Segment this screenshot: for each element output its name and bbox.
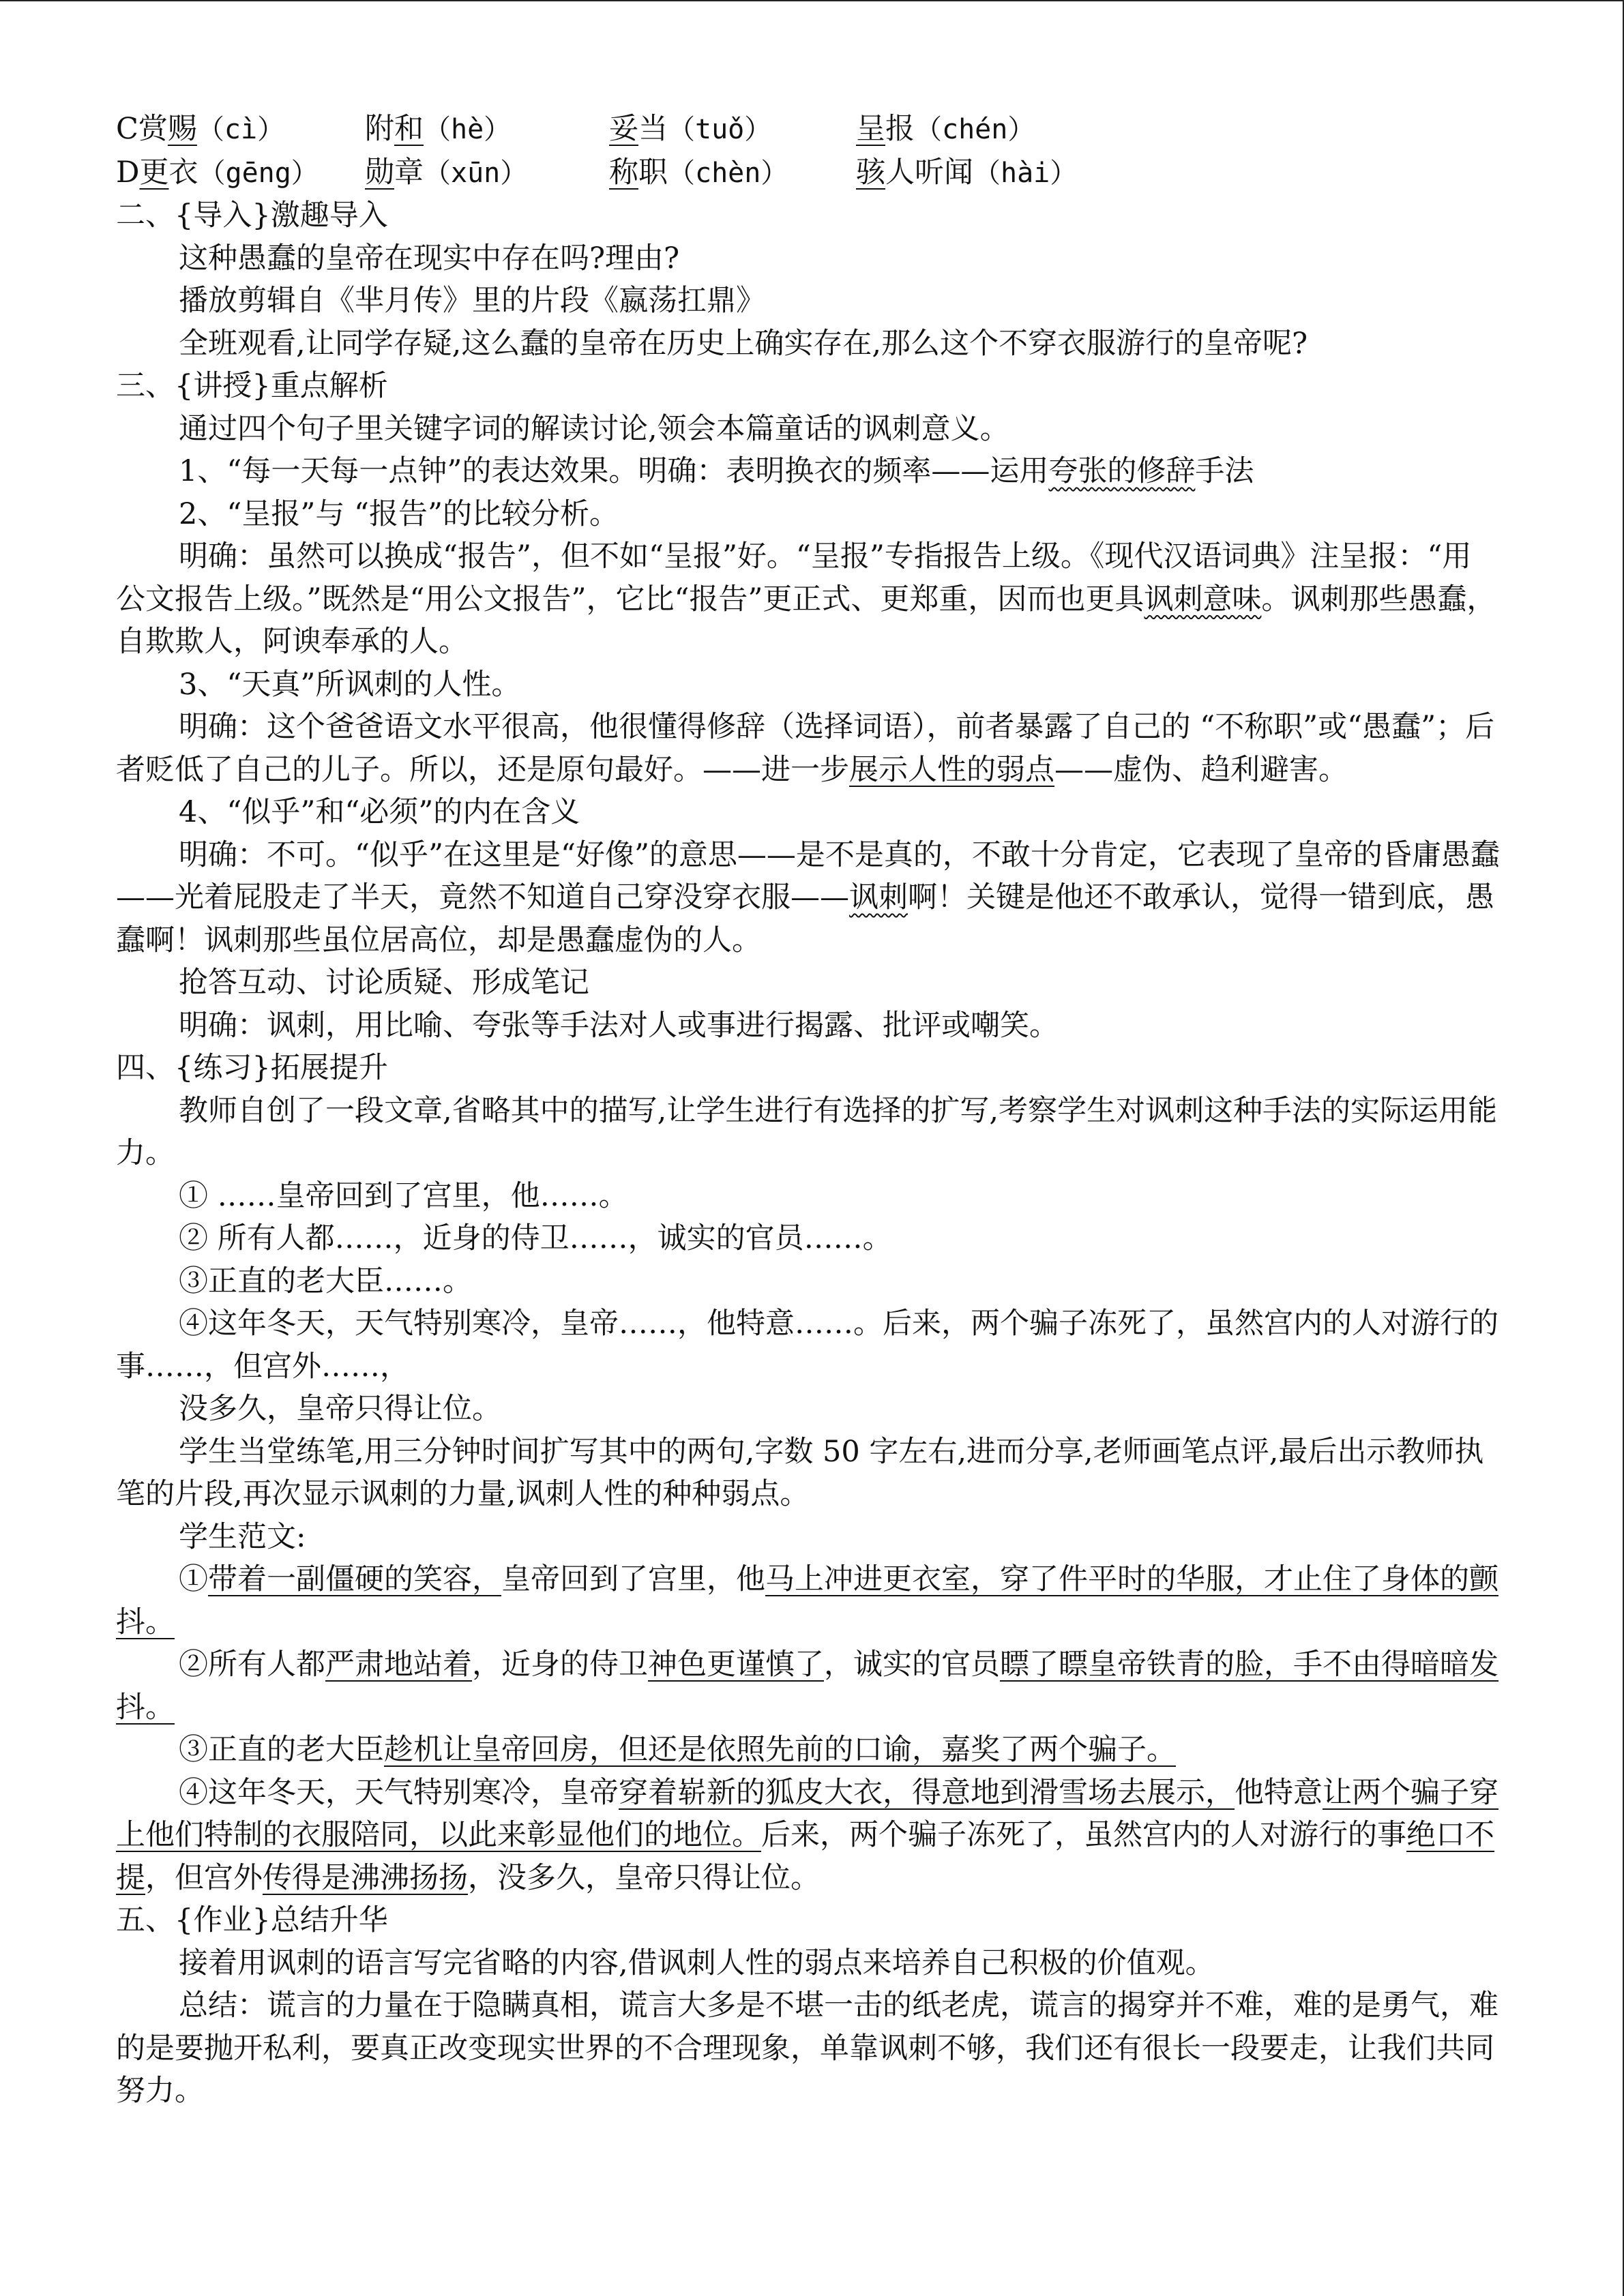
sample-2: ②所有人都严肃地站着，近身的侍卫神色更谨慎了，诚实的官员瞟了瞟皇帝铁青的脸，手不由得暗暗发抖。 (116, 1648, 1498, 1725)
paragraph: 抢答互动、讨论质疑、形成笔记 (179, 966, 589, 1000)
option-c-1: C赏赐（cì） (116, 112, 285, 146)
paragraph: 这种愚蠢的皇帝在现实中存在吗?理由? (179, 241, 680, 275)
section-2-heading: 二、{导入}激趣导入 (116, 198, 388, 233)
paragraph: 通过四个句子里关键字词的解读讨论,领会本篇童话的讽刺意义。 (179, 411, 1009, 446)
option-c-3: 妥当（tuǒ） (609, 112, 772, 146)
option-d-4: 骇人听闻（hài） (856, 155, 1078, 190)
point-4-answer: 明确：不可。“似乎”在这里是“好像”的意思——是不是真的，不敢十分肯定，它表现了皇帝的昏庸愚蠢——光着屁股走了半天，竟然不知道自己穿没穿衣服——讽刺啊！关键是他还不敢承认，觉得一错到底，愚蠢啊！讽刺那些虽位居高位，却是愚蠢虚伪的人。 (116, 837, 1500, 957)
section-4-heading: 四、{练习}拓展提升 (116, 1051, 388, 1085)
option-row-c (116, 108, 1501, 151)
exercise-item: ④这年冬天，天气特别寒冷，皇帝……，他特意……。后来，两个骗子冻死了，虽然宫内的人对游行的事……，但宫外……， (116, 1307, 1498, 1384)
sample-label: 学生范文: (179, 1519, 306, 1554)
sample-4: ④这年冬天，天气特别寒冷，皇帝穿着崭新的狐皮大衣，得意地到滑雪场去展示，他特意让两个骗子穿上他们特制的衣服陪同，以此来彰显他们的地位。后来，两个骗子冻死了，虽然宫内的人对游行的事绝口不提，但宫外传得是沸沸扬扬，没多久，皇帝只得让位。 (116, 1775, 1498, 1895)
exercise-item: ① ……皇帝回到了宫里，他……。 (179, 1178, 628, 1213)
option-c-2: 附和（hè） (365, 112, 512, 146)
exercise-item: ② 所有人都……，近身的侍卫……，诚实的官员……。 (179, 1221, 892, 1255)
exercise-item: ③正直的老大臣……。 (179, 1264, 472, 1298)
option-d-1: D更衣（gēng） (116, 155, 319, 190)
section-5-heading: 五、{作业}总结升华 (116, 1903, 388, 1937)
paragraph: 学生当堂练笔,用三分钟时间扩写其中的两句,字数 50 字左右,进而分享,老师画笔点评,最后出示教师执笔的片段,再次显示讽刺的力量,讽刺人性的种种弱点。 (116, 1434, 1484, 1511)
paragraph: 全班观看,让同学存疑,这么蠢的皇帝在历史上确实存在,那么这个不穿衣服游行的皇帝呢? (179, 326, 1308, 361)
section-3-heading: 三、{讲授}重点解析 (116, 369, 388, 403)
lesson-plan-page (116, 108, 1501, 2113)
option-d-3: 称职（chèn） (609, 155, 788, 190)
summary-paragraph: 总结：谎言的力量在于隐瞒真相，谎言大多是不堪一击的纸老虎，谎言的揭穿并不难，难的是勇气，难的是要抛开私利，要真正改变现实世界的不合理现象，单靠讽刺不够，我们还有很长一段要走，让我们共同努力。 (116, 1988, 1498, 2108)
point-1: 1、“每一天每一点钟”的表达效果。明确：表明换衣的频率——运用夸张的修辞手法 (179, 454, 1254, 488)
paragraph: 播放剪辑自《芈月传》里的片段《嬴荡扛鼎》 (179, 284, 765, 318)
paragraph: 教师自创了一段文章,省略其中的描写,让学生进行有选择的扩写,考察学生对讽刺这种手法的实际运用能力。 (116, 1093, 1498, 1170)
option-row-d (116, 151, 1501, 195)
paragraph: 明确：讽刺，用比喻、夸张等手法对人或事进行揭露、批评或嘲笑。 (179, 1008, 1059, 1043)
option-c-4: 呈报（chén） (856, 112, 1035, 146)
sample-1: ①带着一副僵硬的笑容，皇帝回到了宫里，他马上冲进更衣室，穿了件平时的华服，才止住了身体的颤抖。 (116, 1562, 1498, 1639)
exercise-item: 没多久，皇帝只得让位。 (179, 1392, 501, 1426)
point-2-answer: 明确：虽然可以换成“报告”，但不如“呈报”好。“呈报”专指报告上级。《现代汉语词典》注呈报：“用公文报告上级。”既然是“用公文报告”，它比“报告”更正式、更郑重，因而也更具讽刺意味。讽刺那些愚蠢，自欺欺人，阿谀奉承的人。 (116, 539, 1496, 659)
point-2: 2、“呈报”与 “报告”的比较分析。 (179, 496, 619, 531)
paragraph: 接着用讽刺的语言写完省略的内容,借讽刺人性的弱点来培养自己积极的价值观。 (179, 1945, 1215, 1980)
sample-3: ③正直的老大臣趁机让皇帝回房，但还是依照先前的口谕，嘉奖了两个骗子。 (179, 1733, 1176, 1767)
point-4: 4、“似乎”和“必须”的内在含义 (179, 795, 580, 829)
option-d-2: 勋章（xūn） (365, 155, 528, 190)
point-3: 3、“天真”所讽刺的人性。 (179, 667, 521, 702)
point-3-answer: 明确：这个爸爸语文水平很高，他很懂得修辞（选择词语），前者暴露了自己的 “不称职”或“愚蠢”；后者贬低了自己的儿子。所以，还是原句最好。——进一步展示人性的弱点——虚伪、趋利避害。 (116, 710, 1495, 787)
